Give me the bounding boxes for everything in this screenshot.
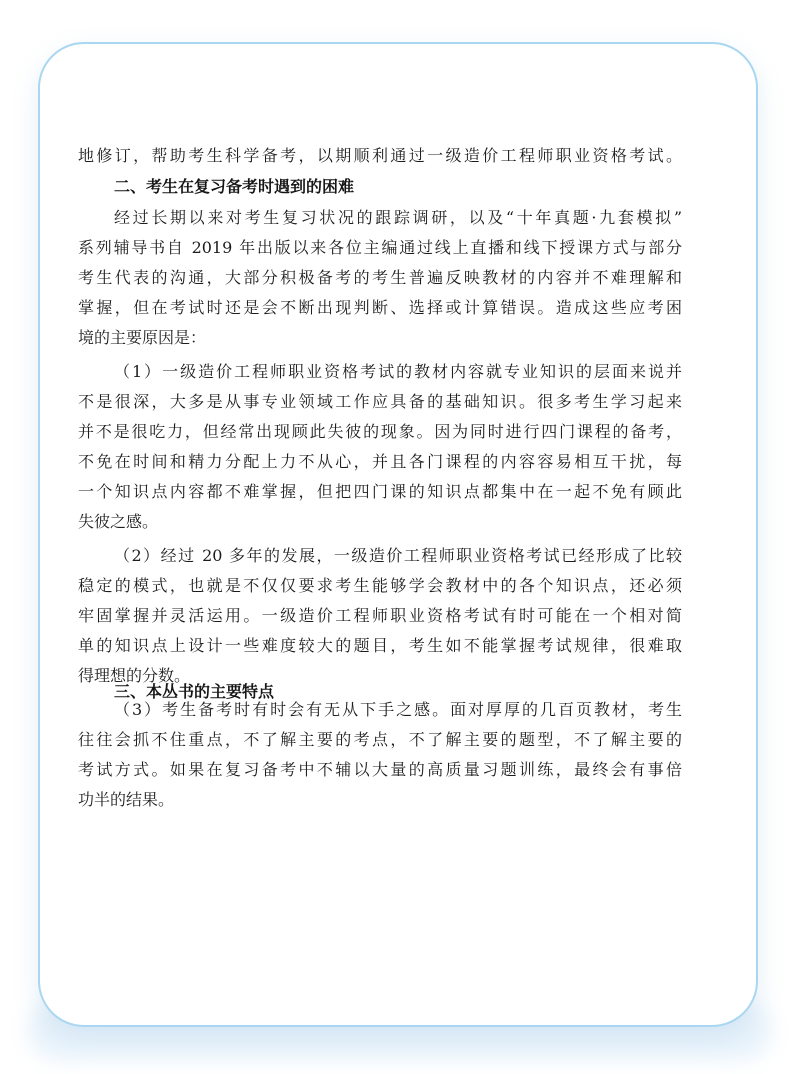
paragraph-line: 系列辅导书自 2019 年出版以来各位主编通过线上直播和线下授课方式与部分 (78, 238, 682, 257)
paragraph-line: 一个知识点内容都不难掌握，但把四门课的知识点都集中在一起不免有顾此 (78, 482, 682, 501)
paragraph-line: 地修订，帮助考生科学备考，以期顺利通过一级造价工程师职业资格考试。 (78, 146, 682, 165)
paragraph-line: 不免在时间和精力分配上力不从心，并且各门课程的内容容易相互干扰，每 (78, 452, 682, 471)
paragraph-line: 稳定的模式，也就是不仅仅要求考生能够学会教材中的各个知识点，还必须 (78, 576, 682, 595)
paragraph-line: 境的主要原因是： (78, 328, 207, 347)
paragraph-line: 功半的结果。 (78, 790, 175, 809)
paragraph-line: 经过长期以来对考生复习状况的跟踪调研，以及“十年真题·九套模拟” (114, 208, 682, 227)
paragraph-line: （3）考生备考时有时会有无从下手之感。面对厚厚的几百页教材，考生 (114, 700, 682, 719)
paragraph-line: 掌握，但在考试时还是会不断出现判断、选择或计算错误。造成这些应考困 (78, 298, 682, 317)
paragraph-line: 单的知识点上设计一些难度较大的题目，考生如不能掌握考试规律，很难取 (78, 636, 682, 655)
paragraph-line: 得理想的分数。 (78, 666, 191, 685)
paragraph-line: 不是很深，大多是从事专业领域工作应具备的基础知识。很多考生学习起来 (78, 392, 682, 411)
paragraph-line: 往往会抓不住重点，不了解主要的考点，不了解主要的题型，不了解主要的 (78, 730, 682, 749)
paragraph-line: 失彼之感。 (78, 512, 159, 531)
section-heading: 二、考生在复习备考时遇到的困难 (114, 177, 355, 196)
paragraph-line: 牢固掌握并灵活运用。一级造价工程师职业资格考试有时可能在一个相对简 (78, 606, 682, 625)
section-heading: 三、本丛书的主要特点 (114, 682, 275, 701)
paragraph-line: （2）经过 20 多年的发展，一级造价工程师职业资格考试已经形成了比较 (114, 546, 682, 565)
paragraph-line: 并不是很吃力，但经常出现顾此失彼的现象。因为同时进行四门课程的备考， (78, 422, 682, 441)
paragraph-line: 考试方式。如果在复习备考中不辅以大量的高质量习题训练，最终会有事倍 (78, 760, 682, 779)
paragraph-line: 考生代表的沟通，大部分积极备考的考生普遍反映教材的内容并不难理解和 (78, 268, 682, 287)
paragraph-line: （1）一级造价工程师职业资格考试的教材内容就专业知识的层面来说并 (114, 362, 682, 381)
